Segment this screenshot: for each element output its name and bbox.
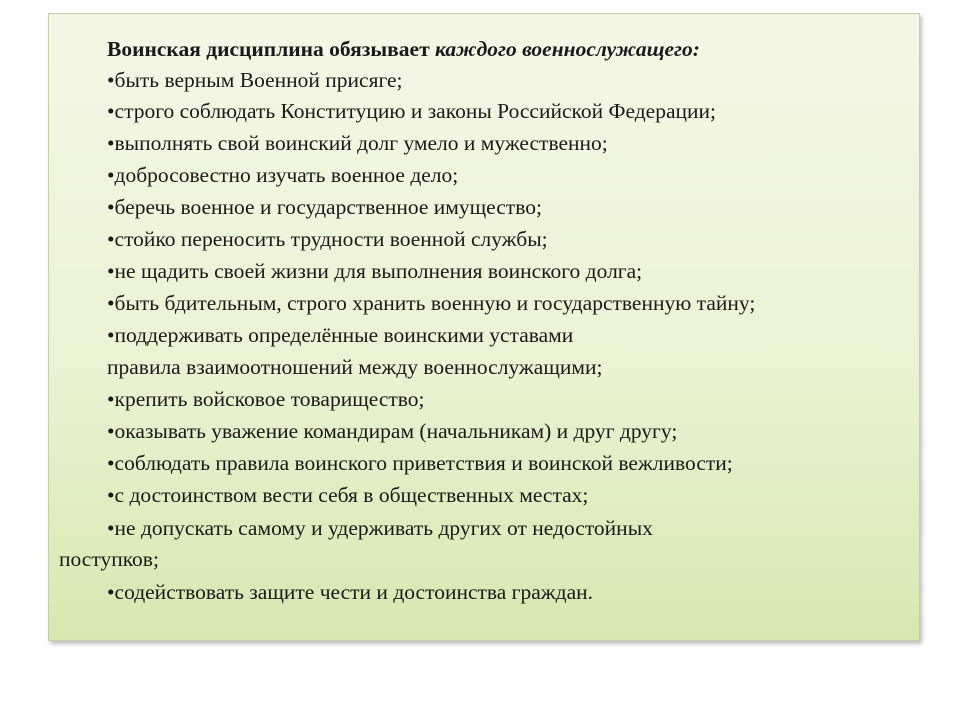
duty-item: •стойко переносить трудности военной службы; (107, 227, 548, 251)
duty-item-continuation: поступков; (59, 547, 159, 571)
duty-item-continuation: правила взаимоотношений между военнослужащими; (107, 355, 603, 379)
duty-item: •поддерживать определённые воинскими уставами (107, 323, 574, 347)
duty-item: •не щадить своей жизни для выполнения воинского долга; (107, 259, 643, 283)
duty-item: •с достоинством вести себя в общественных местах; (107, 483, 589, 507)
duty-item: •добросовестно изучать военное дело; (107, 163, 459, 187)
duty-item: •крепить войсковое товарищество; (107, 387, 425, 411)
duty-item: •беречь военное и государственное имущество; (107, 195, 542, 219)
duty-item: •содействовать защите чести и достоинства граждан. (107, 580, 594, 604)
duty-item: •быть бдительным, строго хранить военную и государственную тайну; (107, 291, 756, 315)
duties-heading-emphasis: каждого военнослужащего: (435, 37, 700, 61)
duty-item: •соблюдать правила воинского приветствия и воинской вежливости; (107, 451, 733, 475)
duties-heading-lead: Воинская дисциплина обязывает (107, 37, 436, 61)
duty-item: •не допускать самому и удерживать других от недостойных (107, 516, 653, 540)
duties-text-box (48, 13, 920, 641)
duty-item: •быть верным Военной присяге; (107, 68, 403, 92)
duty-item: •оказывать уважение командирам (начальникам) и друг другу; (107, 419, 678, 443)
duties-heading (107, 35, 700, 63)
duty-item: •строго соблюдать Конституцию и законы Российской Федерации; (107, 99, 717, 123)
duty-item: •выполнять свой воинский долг умело и мужественно; (107, 131, 608, 155)
